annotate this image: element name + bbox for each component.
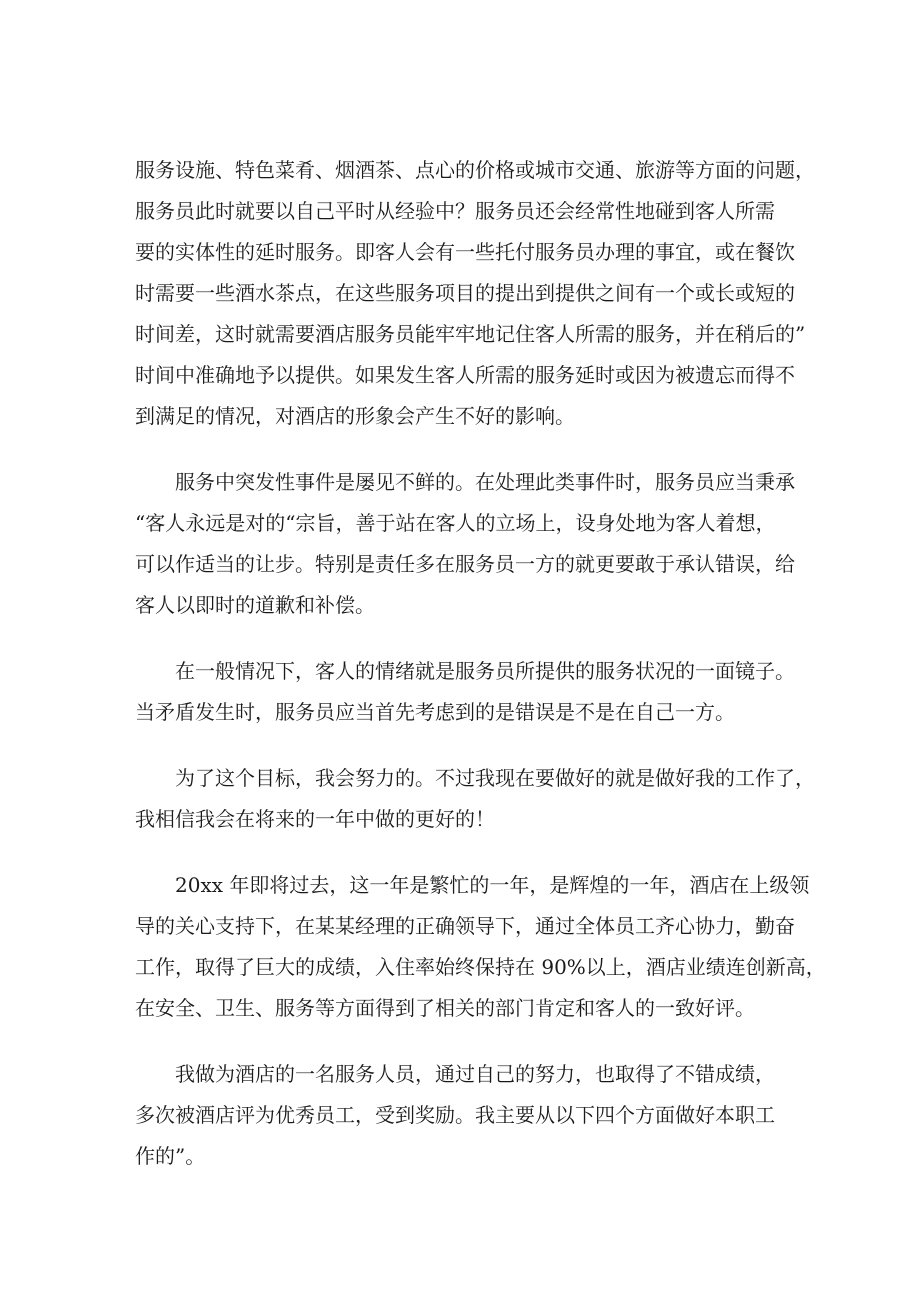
text-line: 时间中准确地予以提供。如果发生客人所需的服务延时或因为被遗忘而得不 — [135, 363, 795, 387]
text-line: 为了这个目标，我会努力的。不过我现在要做好的就是做好我的工作了， — [175, 766, 815, 790]
text-line: 客人以即时的道歉和补偿。 — [135, 593, 375, 617]
text-line: 可以作适当的让步。特别是责任多在服务员一方的就更要敢于承认错误，给 — [135, 552, 795, 576]
document-body — [135, 150, 826, 1202]
text-line: 在一般情况下，客人的情绪就是服务员所提供的服务状况的一面镜子。 — [175, 659, 795, 683]
text-line: “客人永远是对的“宗旨，善于站在客人的立场上，设身处地为客人着想， — [135, 511, 776, 535]
text-line: 服务设施、特色菜肴、烟酒茶、点心的价格或城市交通、旅游等方面的问题， — [135, 158, 815, 182]
text-line: 多次被酒店评为优秀员工，受到奖励。我主要从以下四个方面做好本职工 — [135, 1103, 775, 1127]
text-line: 我做为酒店的一名服务人员，通过自己的努力，也取得了不错成绩， — [175, 1062, 775, 1086]
text-line: 作的”。 — [135, 1144, 206, 1168]
text-line: 要的实体性的延时服务。即客人会有一些托付服务员办理的事宜，或在餐饮 — [135, 240, 795, 264]
paragraph-emergency-events — [135, 462, 815, 626]
text-line: 服务中突发性事件是屡见不鲜的。在处理此类事件时，服务员应当秉承 — [175, 470, 795, 494]
text-line: 服务员此时就要以自己平时从经验中？服务员还会经常性地碰到客人所需 — [135, 199, 775, 223]
text-line: 时需要一些酒水茶点，在这些服务项目的提出到提供之间有一个或长或短的 — [135, 281, 795, 305]
text-line: 到满足的情况，对酒店的形象会产生不好的影响。 — [135, 404, 575, 428]
text-line: 我相信我会在将来的一年中做的更好的！ — [135, 807, 495, 831]
text-line: 工作，取得了巨大的成绩，入住率始终保持在 90%以上，酒店业绩连创新高， — [135, 955, 826, 979]
text-line: 20xx 年即将过去，这一年是繁忙的一年，是辉煌的一年，酒店在上级领 — [175, 873, 810, 897]
paragraph-personal — [135, 1054, 815, 1177]
text-line: 导的关心支持下，在某某经理的正确领导下，通过全体员工齐心协力，勤奋 — [135, 914, 795, 938]
text-line: 当矛盾发生时，服务员应当首先考虑到的是错误是不是在自己一方。 — [135, 700, 735, 724]
paragraph-year-review — [135, 865, 826, 1029]
text-line: 时间差，这时就需要酒店服务员能牢牢地记住客人所需的服务，并在稍后的” — [135, 322, 806, 346]
paragraph-service-delay — [135, 150, 815, 437]
paragraph-goal — [135, 758, 815, 840]
paragraph-guest-mood — [135, 651, 815, 733]
text-line: 在安全、卫生、服务等方面得到了相关的部门肯定和客人的一致好评。 — [135, 996, 755, 1020]
